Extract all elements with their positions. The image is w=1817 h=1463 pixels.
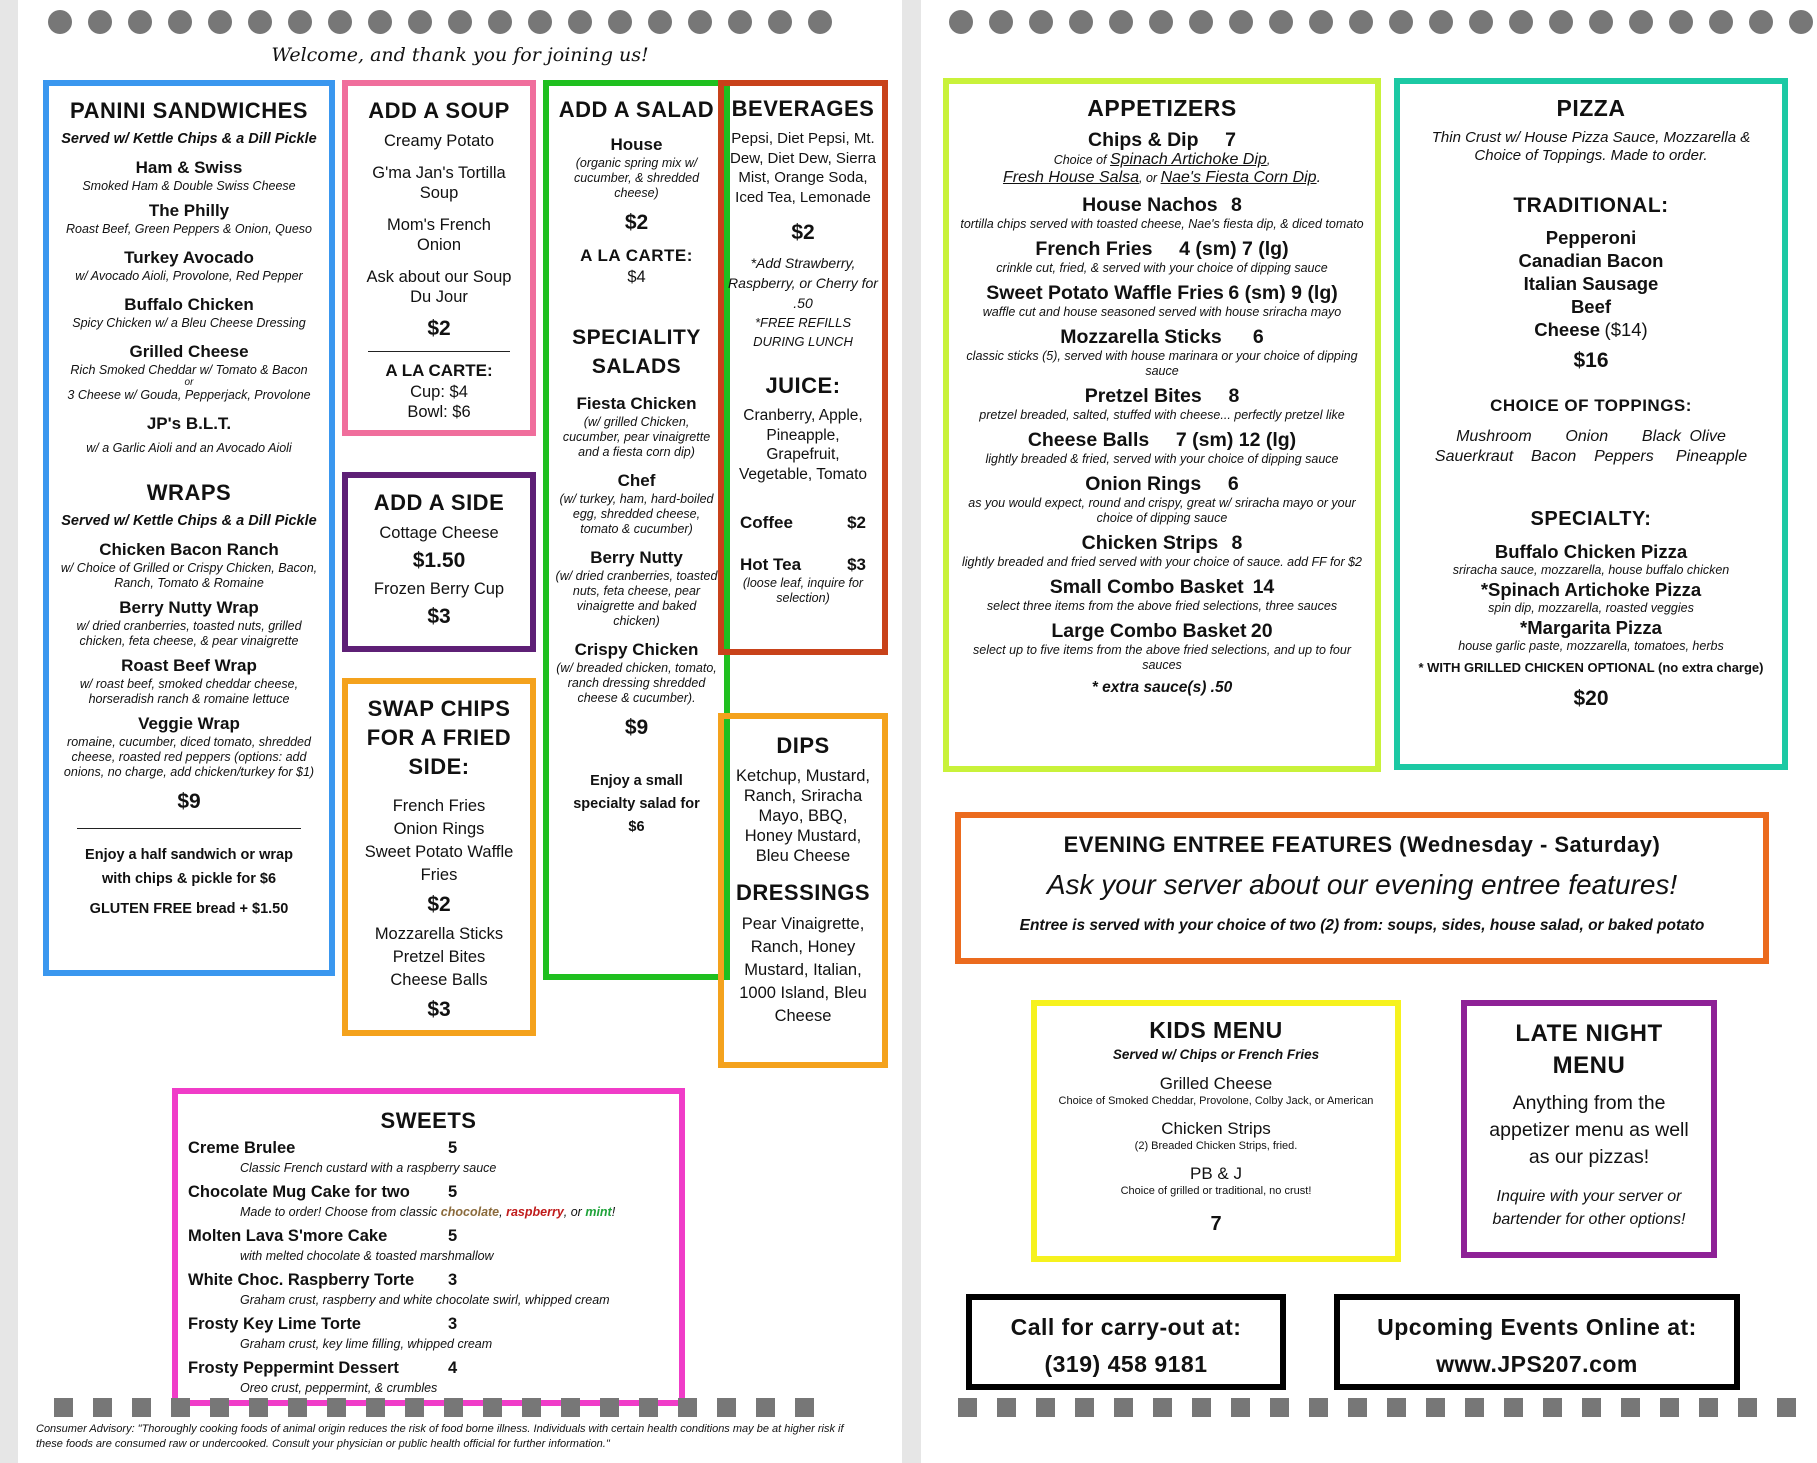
panini-subtitle: Served w/ Kettle Chips & a Dill Pickle [61, 131, 317, 147]
swap-item: Pretzel Bites [392, 948, 486, 966]
events-box [1334, 1294, 1740, 1390]
soup-item: Ask about our Soup Du Jour [366, 268, 512, 306]
wraps-price: $9 [177, 790, 201, 813]
cheese-pizza-row: Cheese ($14) [1534, 319, 1648, 340]
sweet-item: Creme Brulee 5 Classic French custard with a raspberry sauce [188, 1139, 497, 1175]
pizza-topping: Pepperoni [1545, 227, 1637, 248]
salad-carte-title: A LA CARTE: [580, 246, 693, 265]
divider [77, 828, 301, 829]
appetizer-item: Sweet Potato Waffle Fries 6 (sm) 9 (lg) waffle cut and house seasoned served with house sriracha mayo [982, 282, 1342, 319]
late-night-section [1461, 1000, 1717, 1258]
evening-section [955, 812, 1769, 964]
carry-out-phone[interactable]: (319) 458 9181 [1044, 1351, 1208, 1377]
side-item: Cottage Cheese [379, 524, 499, 542]
events-url[interactable]: www.JPS207.com [1436, 1351, 1638, 1377]
carry-out-box [966, 1294, 1286, 1390]
evening-title: EVENING ENTREE FEATURES (Wednesday - Saturday) [1063, 832, 1661, 857]
swap-item: Sweet Potato Waffle Fries [364, 843, 514, 884]
pizza-section [1394, 78, 1788, 770]
juice-list: Cranberry, Apple, Pineapple, Grapefruit, Vegetable, Tomato [738, 407, 868, 483]
evening-ask: Ask your server about our evening entree features! [1046, 869, 1678, 900]
small-salad-note: Enjoy a small specialty salad for $6 [573, 773, 700, 835]
dips-title: DIPS [776, 733, 830, 758]
binder-holes-right [949, 10, 1813, 34]
swap-item: Mozzarella Sticks [374, 925, 504, 943]
grilled-chicken-note: * WITH GRILLED CHICKEN OPTIONAL (no extra charge) [1418, 660, 1764, 675]
specialty-salad-item: Chef (w/ turkey, ham, hard-boiled egg, shredded cheese, tomato & cucumber) [559, 471, 714, 536]
salad-house: House [610, 135, 663, 154]
specialty-price: $20 [1573, 687, 1609, 710]
pizza-topping: Canadian Bacon [1518, 250, 1664, 271]
kids-section [1031, 1000, 1401, 1262]
dressings-title: DRESSINGS [735, 880, 871, 905]
free-refills-note: *FREE REFILLS DURING LUNCH [753, 315, 853, 349]
appetizer-item: French Fries 4 (sm) 7 (lg) crinkle cut, fried, & served with your choice of dipping sauce [996, 238, 1328, 275]
sweets-section [172, 1088, 685, 1406]
soup-item: Mom's French Onion [386, 216, 491, 254]
panini-section [43, 80, 335, 976]
soup-section [342, 80, 536, 436]
appetizer-item: House Nachos 8 tortilla chips served with toasted cheese, Nae's fiesta dip, & diced tomato [960, 194, 1364, 231]
swap-section [342, 678, 536, 1036]
tea-row [728, 554, 878, 576]
side-section [342, 472, 536, 652]
tea-label: Hot Tea [740, 555, 802, 574]
salad-title: ADD A SALAD [558, 97, 715, 122]
late-night-title: LATE NIGHT MENU [1515, 1020, 1663, 1079]
wrap-item: Berry Nutty Wrap w/ dried cranberries, toasted nuts, grilled chicken, feta cheese, & pear vinaigrette [76, 598, 302, 648]
panini-title: PANINI SANDWICHES [70, 98, 308, 123]
coffee-price: $2 [847, 513, 866, 532]
gluten-free-note: GLUTEN FREE bread + $1.50 [89, 901, 289, 917]
toppings-title: CHOICE OF TOPPINGS: [1490, 396, 1692, 415]
half-sandwich-note: Enjoy a half sandwich or wrap with chips & pickle for $6 [85, 847, 293, 887]
kids-item: PB & J Choice of grilled or traditional, no crust! [1120, 1164, 1312, 1197]
soup-item: Creamy Potato [383, 132, 495, 150]
soup-item: G'ma Jan's Tortilla Soup [372, 164, 506, 202]
swap-item: Cheese Balls [390, 971, 488, 989]
appetizer-item: Chicken Strips 8 lightly breaded and fried served with your choice of sauce. add FF for $2 [962, 532, 1362, 569]
swap-title: SWAP CHIPS FOR A FRIED SIDE: [366, 696, 512, 779]
soup-cup-price: Cup: $4 [410, 383, 468, 401]
evening-note: Entree is served with your choice of two (2) from: soups, sides, house salad, or baked potato [1019, 917, 1705, 934]
specialty-salads-title: SPECIALITY SALADS [572, 326, 701, 378]
appetizer-item: Mozzarella Sticks 6 classic sticks (5), served with house marinara or your choice of dipping sauce [966, 326, 1358, 378]
side-price: $3 [427, 605, 451, 628]
beverages-flavor-note: *Add Strawberry, Raspberry, or Cherry for .50 [728, 255, 878, 311]
specialty-pizza: Buffalo Chicken Pizza sriracha sauce, mozzarella, house buffalo chicken [1452, 541, 1730, 577]
appetizers-title: APPETIZERS [1087, 95, 1237, 121]
kids-item: Grilled Cheese Choice of Smoked Cheddar, Provolone, Colby Jack, or American [1058, 1074, 1374, 1107]
pizza-topping: Italian Sausage [1523, 273, 1659, 294]
binder-strip-left [54, 1398, 814, 1417]
tea-price: $3 [847, 555, 866, 574]
welcome-text: Welcome, and thank you for joining us! [271, 44, 649, 66]
binder-holes-left [48, 10, 832, 34]
extra-sauce-note: * extra sauce(s) .50 [1091, 679, 1233, 696]
beverages-section [718, 80, 888, 655]
kids-item: Chicken Strips (2) Breaded Chicken Strips, fried. [1134, 1119, 1298, 1152]
specialty-pizza: *Spinach Artichoke Pizza spin dip, mozzarella, roasted veggies [1480, 579, 1702, 615]
wrap-item: Chicken Bacon Ranch w/ Choice of Grilled or Crispy Chicken, Bacon, Ranch, Tomato & Romaine [60, 540, 318, 590]
kids-subtitle: Served w/ Chips or French Fries [1112, 1047, 1320, 1062]
panini-item: Grilled Cheese Rich Smoked Cheddar w/ Tomato & Bacon or 3 Cheese w/ Gouda, Pepperjack, Provolone [67, 342, 311, 402]
sweet-item: Chocolate Mug Cake for two 5 Made to order! Choose from classic chocolate, raspberry, or mint! [188, 1183, 616, 1219]
late-night-text: Anything from the appetizer menu as well as our pizzas! [1489, 1092, 1689, 1168]
soup-carte-title: A LA CARTE: [385, 361, 493, 380]
traditional-title: TRADITIONAL: [1513, 194, 1669, 217]
swap-price: $3 [427, 998, 451, 1021]
tea-note: (loose leaf, inquire for selection) [742, 576, 864, 605]
salad-house-desc: (organic spring mix w/ cucumber, & shredded cheese) [573, 156, 700, 200]
dips-section [718, 713, 888, 1068]
appetizer-item: Large Combo Basket 20 select up to five items from the above fried selections, and up to four sauces [973, 620, 1351, 672]
sweet-item: Molten Lava S'more Cake 5 with melted chocolate & toasted marshmallow [188, 1227, 494, 1263]
sweet-item: Frosty Peppermint Dessert 4 Oreo crust, peppermint, & crumbles [188, 1359, 458, 1395]
late-night-note: Inquire with your server or bartender for other options! [1492, 1188, 1686, 1228]
wraps-subtitle: Served w/ Kettle Chips & a Dill Pickle [61, 513, 317, 529]
salad-price: $2 [624, 211, 649, 234]
pizza-desc: Thin Crust w/ House Pizza Sauce, Mozzarella & Choice of Toppings. Made to order. [1431, 129, 1751, 164]
toppings-row: Mushroom Onion Black Olive [1456, 428, 1726, 445]
dressings-list: Pear Vinaigrette, Ranch, Honey Mustard, Italian, 1000 Island, Bleu Cheese [739, 915, 867, 1025]
specialty-salad-item: Fiesta Chicken (w/ grilled Chicken, cucumber, pear vinaigrette and a fiesta corn dip) [562, 394, 711, 459]
side-price: $1.50 [412, 549, 466, 572]
swap-price: $2 [427, 893, 451, 916]
coffee-label: Coffee [740, 513, 793, 532]
divider [368, 351, 510, 352]
wraps-title: WRAPS [146, 480, 232, 505]
soup-title: ADD A SOUP [368, 98, 510, 123]
side-item: Frozen Berry Cup [373, 580, 505, 598]
soup-bowl-price: Bowl: $6 [407, 403, 471, 421]
menu-page-right [921, 0, 1817, 1463]
appetizer-item: Chips & Dip 7 Choice of Spinach Artichoke Dip, Fresh House Salsa, or Nae's Fiesta Corn Dip. [1002, 129, 1322, 186]
side-title: ADD A SIDE [373, 490, 505, 515]
consumer-advisory: Consumer Advisory: "Thoroughly cooking foods of animal origin reduces the risk of food borne illness. Individuals with certain health conditions may be at higher risk if these foods are consumed raw or undercooked. Consult your physician or public health official for further information." [36, 1423, 844, 1450]
carry-out-label: Call for carry-out at: [1010, 1314, 1242, 1340]
dips-list: Ketchup, Mustard, Ranch, Sriracha Mayo, BBQ, Honey Mustard, Bleu Cheese [736, 767, 870, 865]
specialty-title: SPECIALTY: [1530, 508, 1652, 530]
panini-item: JP's B.L.T. w/ a Garlic Aioli and an Avocado Aioli [86, 414, 292, 455]
binder-strip-right [958, 1398, 1796, 1417]
pizza-title: PIZZA [1556, 95, 1626, 121]
panini-item: Ham & Swiss Smoked Ham & Double Swiss Cheese [82, 158, 296, 193]
sweet-item: Frosty Key Lime Torte 3 Graham crust, key lime filling, whipped cream [188, 1315, 493, 1351]
beverages-price: $2 [791, 221, 815, 244]
kids-price: 7 [1210, 1213, 1222, 1235]
appetizer-item: Cheese Balls 7 (sm) 12 (lg) lightly breaded & fried, served with your choice of dipping sauce [985, 429, 1339, 466]
appetizer-item: Onion Rings 6 as you would expect, round and crispy, great w/ sriracha mayo or your choice of dipping sauce [968, 473, 1356, 525]
specialty-salad-item: Berry Nutty (w/ dried cranberries, toasted nuts, feta cheese, pear vinaigrette and baked chicken) [555, 548, 718, 628]
appetizer-item: Pretzel Bites 8 pretzel breaded, salted, stuffed with cheese... perfectly pretzel like [979, 385, 1345, 422]
specialty-salad-item: Crispy Chicken (w/ breaded chicken, tomato, ranch dressing shredded cheese & cucumber). [556, 640, 717, 705]
wrap-item: Roast Beef Wrap w/ roast beef, smoked cheddar cheese, horseradish ranch & romaine lettuce [79, 656, 299, 706]
specialty-salad-price: $9 [624, 716, 649, 739]
panini-item: The Philly Roast Beef, Green Peppers & Onion, Queso [66, 201, 312, 236]
swap-item: French Fries [392, 797, 486, 815]
wrap-item: Veggie Wrap romaine, cucumber, diced tomato, shredded cheese, roasted red peppers (options: add onions, no charge, add chicken/turkey for $1) [63, 714, 315, 779]
appetizer-item: Small Combo Basket 14 select three items from the above fried selections, three sauces [986, 576, 1338, 613]
beverages-title: BEVERAGES [731, 96, 875, 121]
swap-item: Onion Rings [393, 820, 485, 838]
panini-item: Buffalo Chicken Spicy Chicken w/ a Bleu Cheese Dressing [72, 295, 306, 330]
sweets-title: SWEETS [380, 1108, 477, 1133]
salad-section [543, 80, 730, 980]
juice-title: JUICE: [765, 373, 841, 398]
kids-title: KIDS MENU [1149, 1017, 1283, 1043]
beverages-list: Pepsi, Diet Pepsi, Mt. Dew, Diet Dew, Sierra Mist, Orange Soda, Iced Tea, Lemonade [730, 130, 876, 206]
appetizers-section [943, 78, 1381, 772]
coffee-row [728, 512, 878, 534]
pizza-topping: Beef [1570, 296, 1612, 317]
traditional-price: $16 [1573, 349, 1609, 372]
soup-price: $2 [427, 317, 451, 340]
salad-carte-price: $4 [627, 268, 646, 286]
panini-item: Turkey Avocado w/ Avocado Aioli, Provolone, Red Pepper [75, 248, 303, 283]
toppings-row: Sauerkraut Bacon Peppers Pineapple [1434, 448, 1748, 465]
sweet-item: White Choc. Raspberry Torte 3 Graham crust, raspberry and white chocolate swirl, whipped cream [188, 1271, 610, 1307]
events-label: Upcoming Events Online at: [1377, 1314, 1697, 1340]
specialty-pizza: *Margarita Pizza house garlic paste, mozzarella, tomatoes, herbs [1458, 617, 1724, 653]
